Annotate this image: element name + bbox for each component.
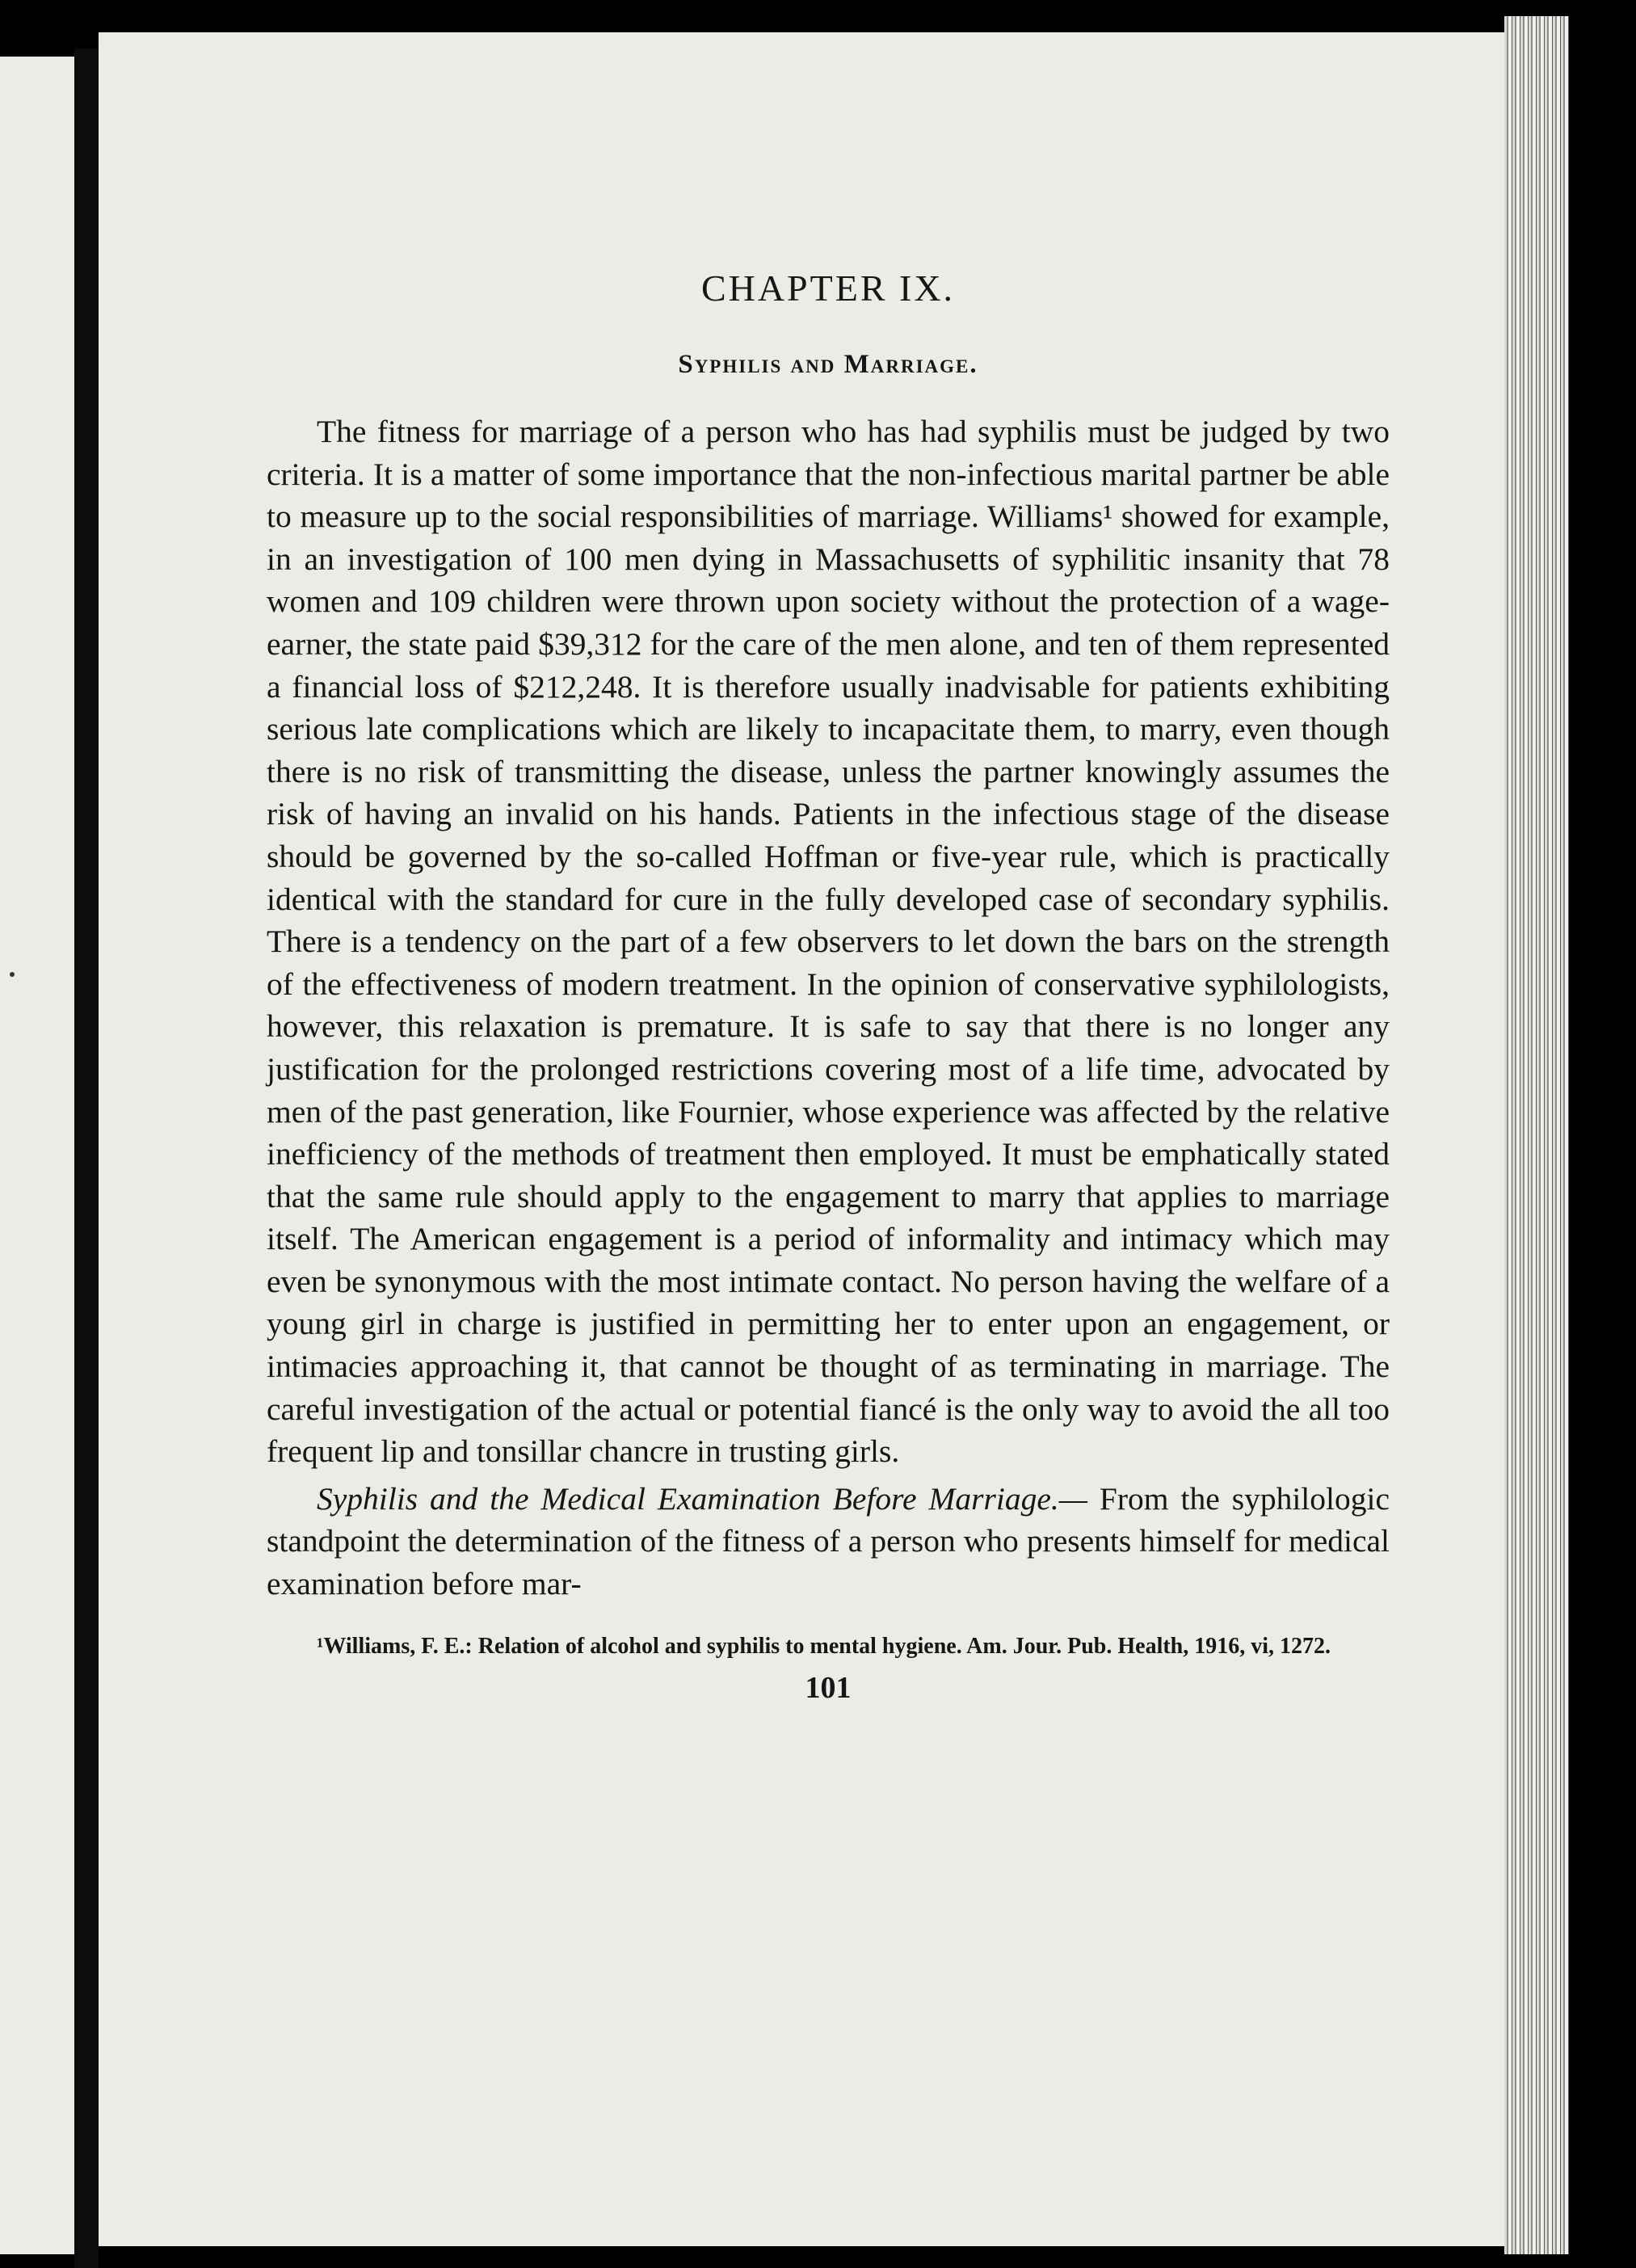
subsection-text: From the syphilologic standpoint the determination of the fitness of a person who presents himself for medical examination before mar- (267, 1480, 1390, 1602)
page-text (267, 267, 1390, 1706)
margin-speck (10, 972, 15, 977)
body-paragraph-2 (267, 1478, 1390, 1605)
chapter-title: CHAPTER IX. (700, 267, 956, 309)
page-block-edges (1504, 16, 1569, 2254)
book-gutter (74, 48, 99, 2268)
facing-page-edge (0, 57, 74, 2254)
section-heading: Syphilis and Marriage. (678, 350, 978, 379)
body-paragraph: The fitness for marriage of a person who has had syphilis must be judged by two criteria. It is a matter of some importance that the non-infectious marital partner be able to measure up to the social responsibilities of marriage. Williams¹ showed for example, in an investigation of 100 men dying in Massachusetts of syphilitic insanity that 78 women and 109 children were thrown upon society without the protection of a wage-earner, the state paid $39,312 for the care of the men alone, and ten of them represented a financial loss of $212,248. It is therefore usually inadvisable for patients exhibiting serious late complications which are likely to incapacitate them, to marry, even though there is no risk of transmitting the disease, unless the partner knowingly assumes the risk of having an invalid on his hands. Patients in the infectious stage of the disease should be governed by the so-called Hoffman or five-year rule, which is practically identical with the standard for cure in the fully developed case of secondary syphilis. There is a tendency on the part of a few observers to let down the bars on the strength of the effectiveness of modern treatment. In the opinion of conservative syphilologists, however, this relaxation is premature. It is safe to say that there is no longer any justification for the prolonged restrictions covering most of a life time, advocated by men of the past generation, like Fournier, whose experience was affected by the relative inefficiency of the methods of treatment then employed. It must be emphatically stated that the same rule should apply to the engagement to marry that applies to marriage itself. The American engagement is a period of informality and intimacy which may even be synonymous with the most intimate contact. No person having the welfare of a young girl in charge is justified in permitting her to enter upon an engagement, or intimacies approaching it, that cannot be thought of as terminating in marriage. The careful investigation of the actual or potential fiancé is the only way to avoid the all too frequent lip and tonsillar chancre in trusting girls. (267, 414, 1390, 1470)
footnote: ¹Williams, F. E.: Relation of alcohol and syphilis to mental hygiene. Am. Jour. Pub. Health, 1916, vi, 1272. (317, 1633, 1331, 1659)
page-number: 101 (805, 1670, 852, 1705)
subsection-heading: Syphilis and the Medical Examination Before Marriage.— (317, 1480, 1087, 1517)
